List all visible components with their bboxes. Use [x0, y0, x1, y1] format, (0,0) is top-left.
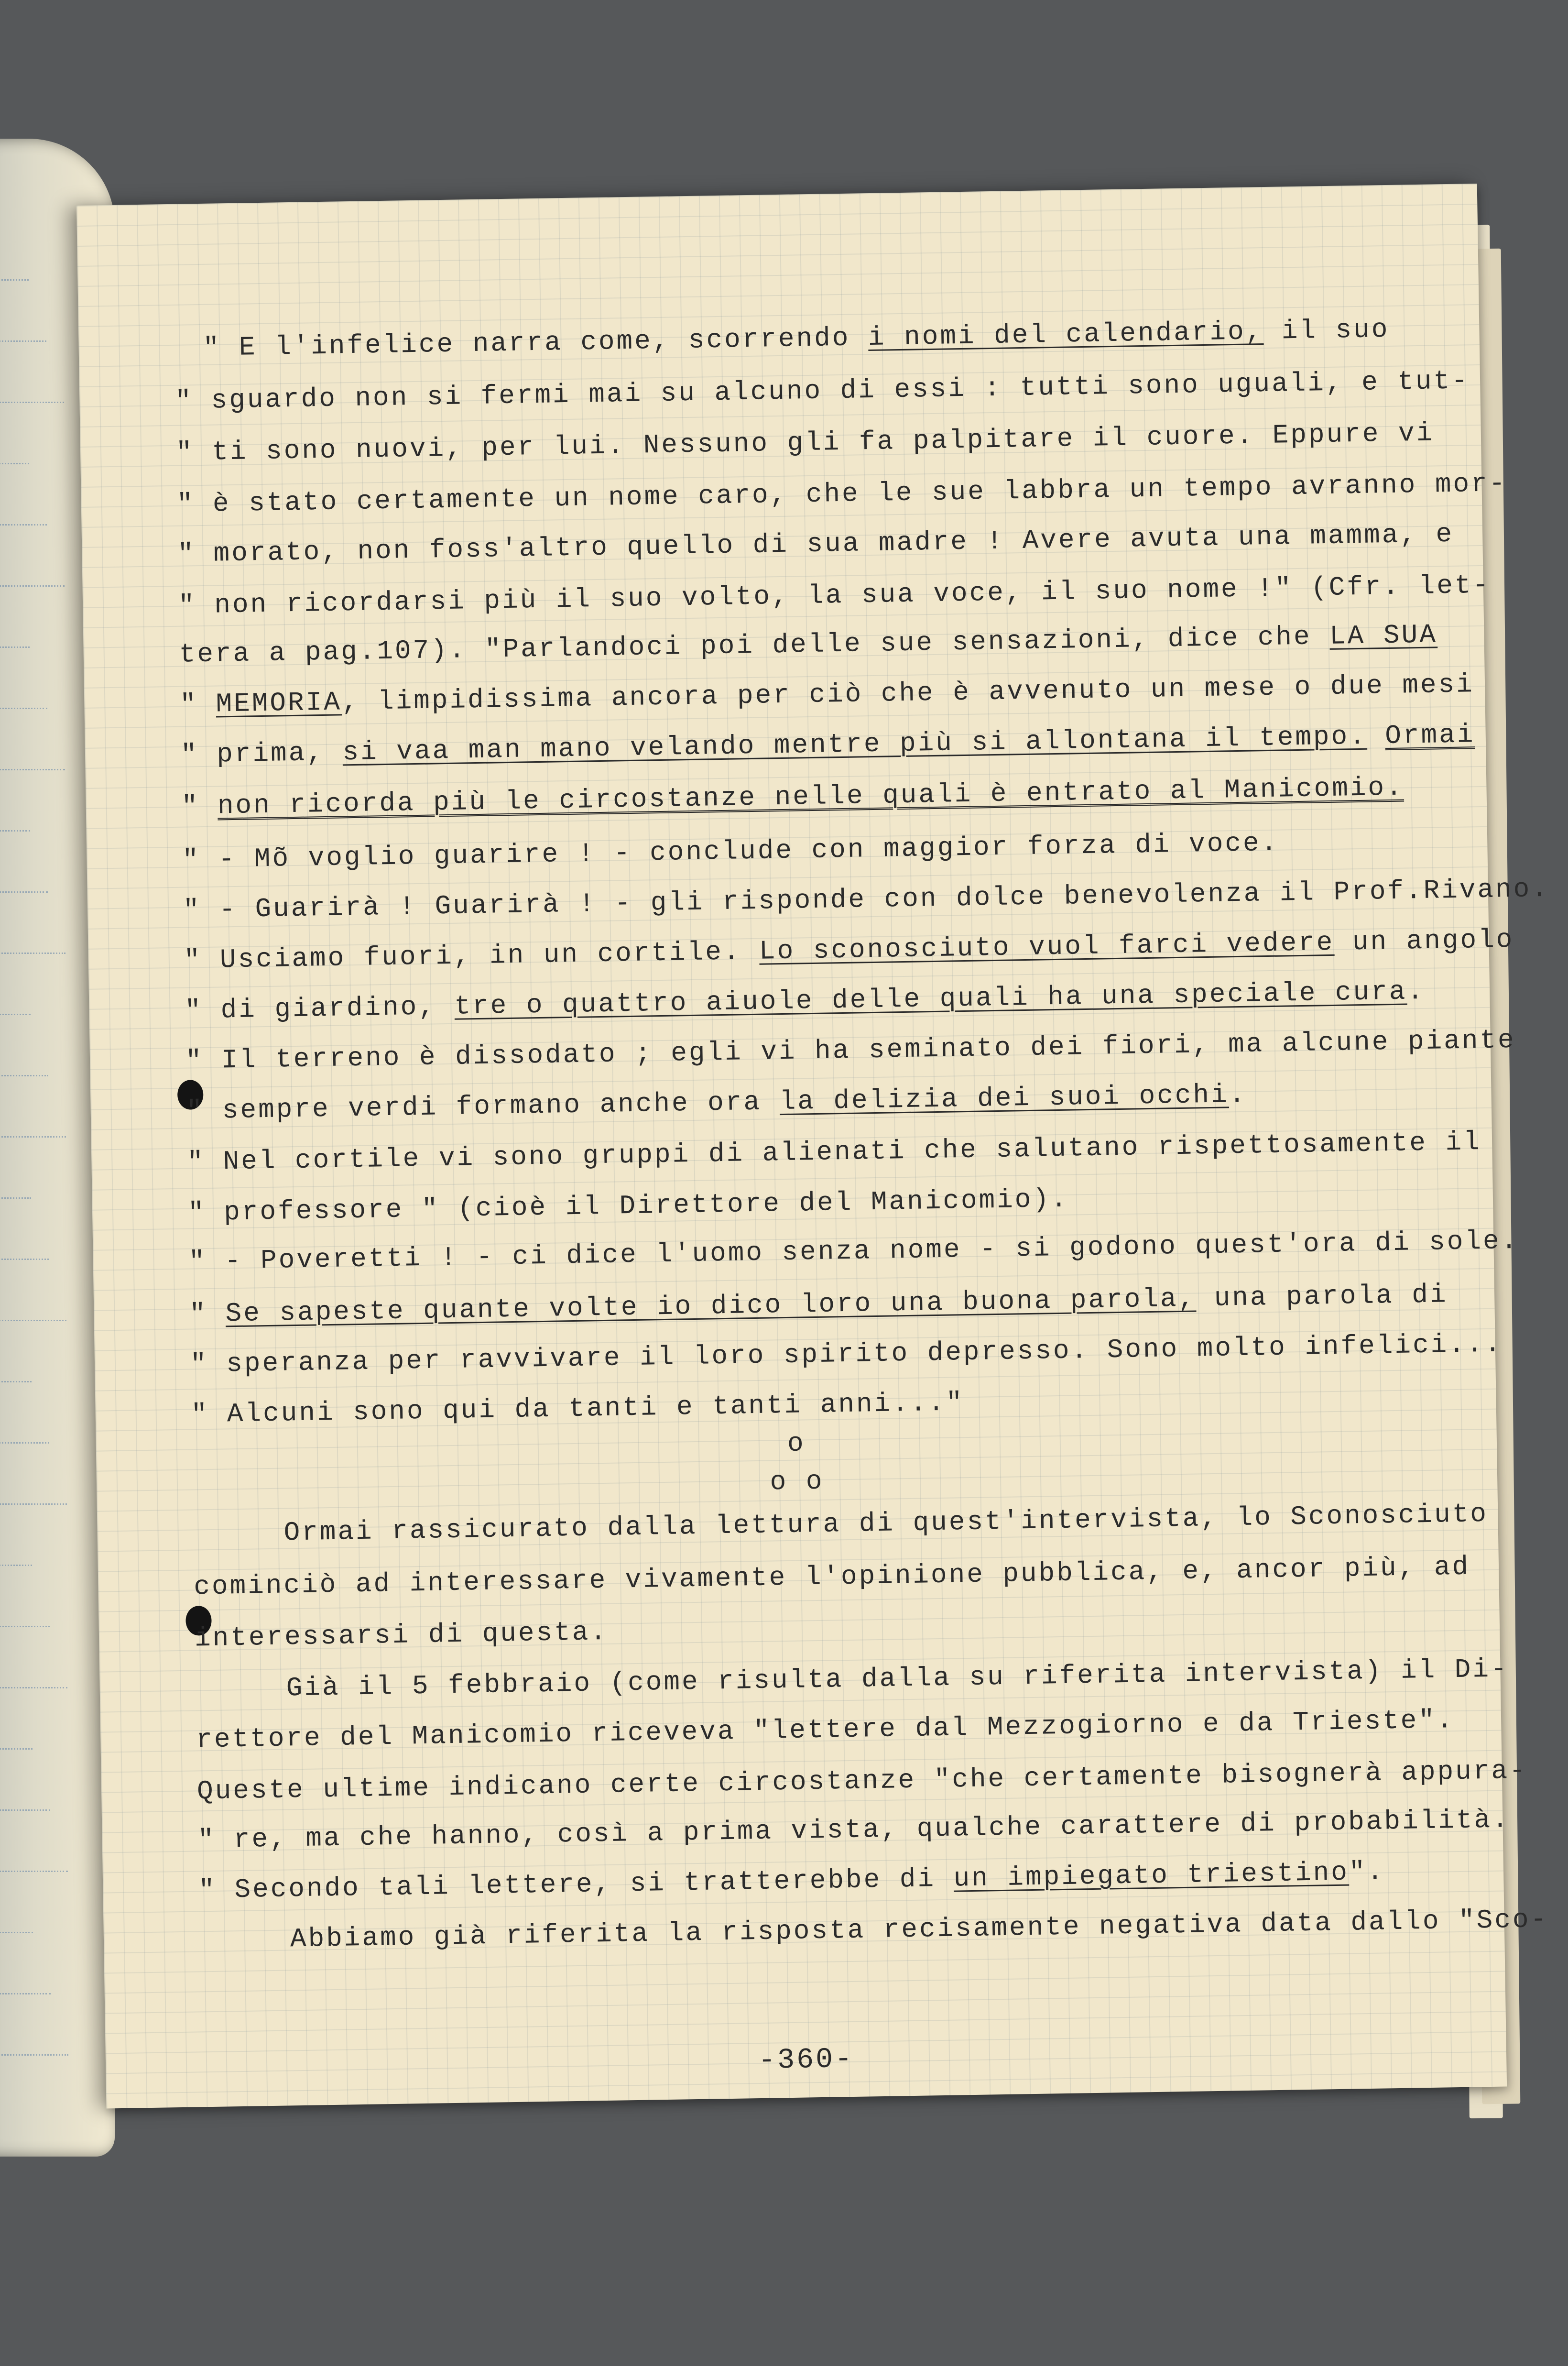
text-line	[197, 1804, 1510, 1855]
text-segment: il suo	[1263, 314, 1390, 347]
typed-text-block	[76, 184, 1550, 1955]
underlined-text: tre o quattro aiuole delle quali ha una speciale cura	[454, 976, 1407, 1022]
text-line	[283, 1499, 1488, 1548]
text-segment: " - Guarirà ! Guarirà ! - gli risponde con dolce benevolenza il Prof.Rivano.	[183, 873, 1550, 926]
text-segment: "	[179, 689, 217, 720]
underlined-text: i nomi del calendario,	[868, 316, 1264, 353]
underlined-text: LA SUA	[1329, 619, 1438, 652]
bleed-through-mark	[0, 508, 47, 526]
text-segment: tera a pag.107). "Parlandoci poi delle sue sensazioni, dice che	[179, 621, 1330, 670]
underlined-text: non ricorda più le circostanze nelle quali è entrato al Manicomio.	[217, 772, 1405, 822]
text-segment: " Secondo tali lettere, si tratterebbe di	[198, 1863, 954, 1906]
text-segment: o o	[770, 1466, 825, 1498]
text-segment: " sguardo non si fermi mai su alcuno di essi : tutti sono uguali, e tut-	[174, 365, 1470, 416]
text-line	[189, 1279, 1448, 1329]
text-line	[181, 719, 1475, 770]
text-segment: " - Poveretti ! - ci dice l'uomo senza nome - si godono quest'ora di sole.	[188, 1225, 1519, 1277]
text-segment: ".	[1349, 1856, 1385, 1888]
underlined-text: Ormai	[1384, 719, 1475, 752]
bleed-through-mark	[0, 2038, 68, 2056]
bleed-through-mark	[0, 936, 65, 954]
page-number: -360-	[758, 2043, 854, 2078]
text-line	[185, 1025, 1516, 1076]
bleed-through-mark	[0, 1059, 48, 1076]
text-segment	[1367, 721, 1385, 752]
bleed-through-mark	[0, 1548, 32, 1566]
underlined-text: si vaa man mano velando mentre più si allontana il tempo.	[342, 721, 1368, 768]
bleed-through-mark	[0, 1365, 32, 1382]
text-line	[175, 365, 1470, 416]
text-segment: " - Mõ voglio guarire ! - conclude con maggior forza di voce.	[182, 827, 1279, 876]
text-line	[188, 1184, 1069, 1228]
text-line	[186, 1079, 1247, 1127]
bleed-through-mark	[0, 1487, 67, 1505]
bleed-through-mark	[0, 691, 47, 709]
text-segment: "	[181, 790, 218, 822]
text-line	[196, 1705, 1455, 1755]
text-segment: o	[787, 1428, 806, 1459]
text-segment: " morato, non foss'altro quello di sua madre ! Avere avuta una mamma, e	[177, 518, 1454, 570]
text-segment: " ti sono nuovi, per lui. Nessuno gli fa palpitare il cuore. Eppure vi	[175, 417, 1435, 468]
text-line	[203, 314, 1390, 363]
bleed-through-mark	[0, 1120, 66, 1138]
bleed-through-mark	[0, 1303, 66, 1321]
text-line	[198, 1856, 1385, 1906]
text-segment: Abbiamo già riferita la risposta recisamente negativa data dallo "Sco-	[290, 1904, 1549, 1955]
text-segment: Ormai rassicurato dalla lettura di quest'intervista, lo Sconosciuto	[283, 1498, 1489, 1548]
bleed-through-mark	[0, 875, 48, 893]
bleed-through-mark	[0, 1732, 33, 1750]
underlined-text: Lo sconosciuto vuol farci vedere	[759, 927, 1335, 967]
underlined-text: Se sapeste quante volte io dico loro una buona parola,	[225, 1283, 1197, 1329]
bleed-through-mark	[0, 1426, 49, 1444]
bleed-through-mark	[0, 1916, 33, 1933]
text-line	[182, 828, 1279, 876]
text-line	[290, 1904, 1548, 1954]
text-line	[195, 1617, 609, 1654]
text-segment: interessarsi di questa.	[194, 1616, 609, 1654]
text-segment: " professore " (cioè il Direttore del Manicomio).	[187, 1183, 1069, 1228]
bleed-through-mark	[0, 1793, 50, 1811]
underlined-text: la delizia dei suoi occhi	[779, 1079, 1230, 1117]
bleed-through-mark	[0, 1977, 51, 1994]
bleed-through-mark	[0, 1610, 50, 1627]
bleed-through-mark	[0, 569, 65, 587]
bleed-through-mark	[0, 385, 64, 403]
text-line	[183, 874, 1550, 926]
text-line	[191, 1387, 964, 1430]
bleed-through-mark	[0, 324, 46, 342]
text-segment: Già il 5 febbraio (come risulta dalla su riferita intervista) il Di-	[286, 1654, 1509, 1704]
text-segment: " non ricordarsi più il suo volto, la sua voce, il suo nome !" (Cfr. let-	[178, 570, 1491, 621]
text-segment: " Il terreno è dissodato ; egli vi ha seminato dei fiori, ma alcune piante	[185, 1024, 1516, 1076]
text-segment: " sempre verdi formano anche ora	[186, 1086, 780, 1127]
text-segment: " speranza per ravvivare il loro spirito depresso. Sono molto infelici...	[190, 1328, 1503, 1380]
bleed-through-mark	[0, 1242, 49, 1260]
text-line	[188, 1226, 1519, 1277]
text-segment: " è stato certamente un nome caro, che le sue labbra un tempo avranno mor-	[176, 468, 1507, 520]
bleed-through-mark	[0, 447, 29, 464]
text-segment: " E l'infelice narra come, scorrendo	[203, 322, 869, 363]
text-segment: .	[1229, 1079, 1247, 1110]
text-line	[181, 772, 1404, 822]
text-segment: " Alcuni sono qui da tanti e tanti anni..."	[191, 1387, 965, 1430]
typewritten-page	[76, 184, 1550, 2109]
text-line	[190, 1328, 1503, 1380]
text-segment: rettore del Manicomio riceveva "lettere dal Mezzogiorno e da Trieste".	[196, 1705, 1455, 1755]
bleed-through-mark	[0, 1181, 31, 1199]
text-segment: "	[189, 1298, 226, 1330]
bleed-through-mark	[0, 753, 65, 770]
text-segment: Queste ultime indicano certe circostanze "che certamente bisognerà appura-	[196, 1755, 1528, 1807]
text-segment: .	[1406, 975, 1426, 1007]
text-segment: " prima,	[180, 737, 343, 770]
text-segment: una parola di	[1196, 1279, 1448, 1314]
text-line	[197, 1755, 1527, 1807]
bleed-through-mark	[0, 1671, 67, 1688]
bleed-through-mark	[0, 1854, 68, 1872]
text-line	[187, 1127, 1481, 1178]
bleed-through-mark	[0, 263, 29, 281]
bleed-through-mark	[0, 630, 30, 648]
text-segment: " di giardino,	[184, 991, 455, 1026]
text-line	[180, 669, 1474, 720]
text-line	[194, 1552, 1470, 1602]
text-line	[176, 468, 1507, 520]
text-line	[184, 924, 1514, 976]
text-line	[176, 417, 1435, 468]
underlined-text: un impiegato triestino	[953, 1857, 1350, 1894]
text-segment: cominciò ad interessare vivamente l'opinione pubblica, e, ancor più, ad	[193, 1551, 1470, 1602]
text-segment: , limpidissima ancora per ciò che è avvenuto un mese o due mesi	[341, 669, 1475, 718]
text-segment: " re, ma che hanno, così a prima vista, qualche carattere di probabilità.	[197, 1804, 1511, 1856]
underlined-text: MEMORIA	[216, 687, 342, 720]
bleed-through-mark	[0, 997, 31, 1015]
text-segment: " Usciamo fuori, in un cortile.	[184, 936, 760, 976]
text-segment: un angolo	[1334, 924, 1514, 958]
text-line	[177, 519, 1454, 570]
text-line	[179, 619, 1437, 669]
text-segment: " Nel cortile vi sono gruppi di alienati che salutano rispettosamente il	[186, 1127, 1482, 1178]
bleed-through-mark	[0, 814, 30, 832]
text-line	[178, 570, 1491, 621]
text-line	[286, 1654, 1509, 1703]
text-line	[185, 976, 1425, 1026]
